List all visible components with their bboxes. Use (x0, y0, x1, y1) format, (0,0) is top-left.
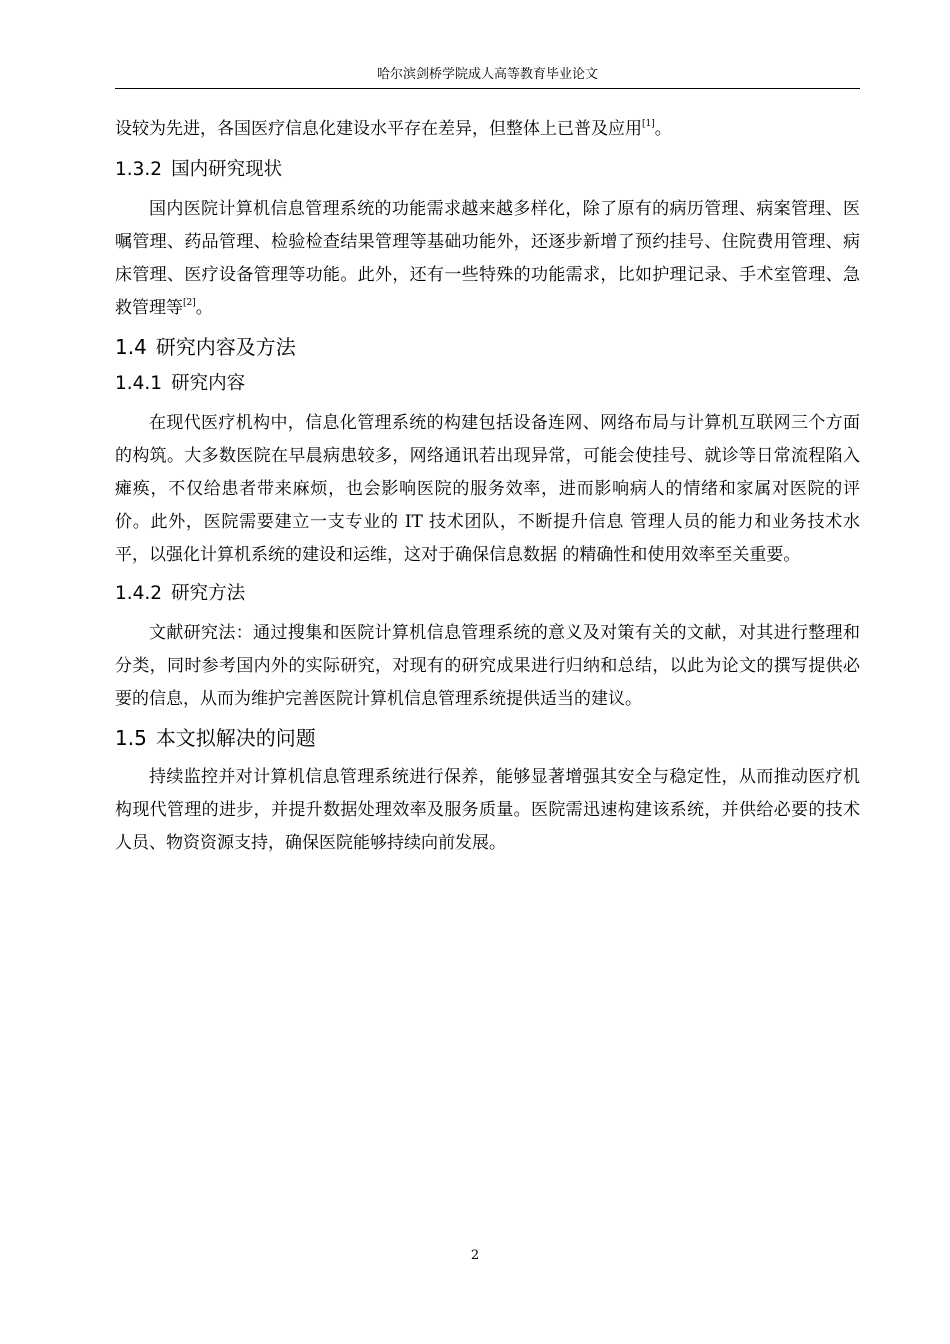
heading-1-4-1 (115, 370, 860, 398)
paragraph-text-end: 的精确性和使用效率至关重要。 (557, 545, 801, 565)
intro-end: 。 (654, 119, 672, 139)
intro-paragraph (115, 113, 860, 146)
paragraph-1-5: 持续监控并对计算机信息管理系统进行保养，能够显著增强其安全与稳定性，从而推动医疗机构现代管理的进步，并提升数据处理效率及服务质量。医院需迅速构建该系统，并供给必要的技术人员、物资资源支持，确保医院能够持续向前发展。 (115, 767, 860, 853)
heading-1-3-2 (115, 156, 860, 184)
section-number: 1.5 (115, 726, 147, 750)
paragraph-text: 国内医院计算机信息管理系统的功能需求越来越多样化，除了原有的病历管理、病案管理、医嘱管理、药品管理、检验检查结果管理等基础功能外，还逐步新增了预约挂号、住院费用管理、病床管理、医疗设备管理等功能。此外，还有一些特殊的功能需求，比如护理记录、手术室管理、急救管理等 (115, 199, 860, 318)
section-number: 1.4.2 (115, 583, 163, 604)
body-text (115, 113, 860, 860)
section-title: 研究内容 (171, 373, 246, 394)
heading-1-5 (115, 724, 860, 752)
page-number: 2 (470, 1248, 480, 1263)
section-number: 1.4.1 (115, 373, 163, 394)
heading-1-4-2 (115, 580, 860, 608)
paragraph-text-cont: 管理人员的能力和业务技术水平，以强化计算机系统的建设和运维，这对于确保信息数据 (115, 512, 860, 565)
section-title: 研究内容及方法 (155, 335, 296, 359)
section-title: 研究方法 (171, 583, 246, 604)
paragraph-text: 在现代医疗机构中，信息化管理系统的构建包括设备连网、网络布局与计算机互联网三个方面的构筑。大多数医院在早晨病患较多，网络通讯若出现异常，可能会使挂号、就诊等日常流程陷入瘫痪，不仅给患者带来麻烦，也会影响医院的服务效率，进而影响病人的情绪和家属对医院的评价。此外，医院需要建立一支专业的 IT 技术团队，不断提升信息 (115, 413, 860, 532)
running-header: 哈尔滨剑桥学院成人高等教育毕业论文 (376, 67, 598, 82)
paragraph-1-4-2: 文献研究法：通过搜集和医院计算机信息管理系统的意义及对策有关的文献，对其进行整理和分类，同时参考国内外的实际研究，对现有的研究成果进行归纳和总结，以此为论文的撰写提供必要的信息，从而为维护完善医院计算机信息管理系统提供适当的建议。 (115, 623, 860, 709)
heading-1-4 (115, 333, 860, 361)
section-number: 1.3.2 (115, 159, 163, 180)
paragraph-end: 。 (195, 298, 213, 318)
intro-text: 设较为先进，各国医疗信息化建设水平存在差异，但整体上已普及应用 (115, 119, 642, 139)
section-title: 本文拟解决的问题 (155, 726, 316, 750)
citation-ref-1: [1] (642, 119, 655, 129)
header-rule (115, 88, 860, 89)
paragraph-1-4-1 (115, 407, 860, 572)
paragraph-1-3-2 (115, 193, 860, 325)
citation-ref-2: [2] (183, 298, 196, 308)
section-title: 国内研究现状 (171, 159, 283, 180)
section-number: 1.4 (115, 335, 147, 359)
